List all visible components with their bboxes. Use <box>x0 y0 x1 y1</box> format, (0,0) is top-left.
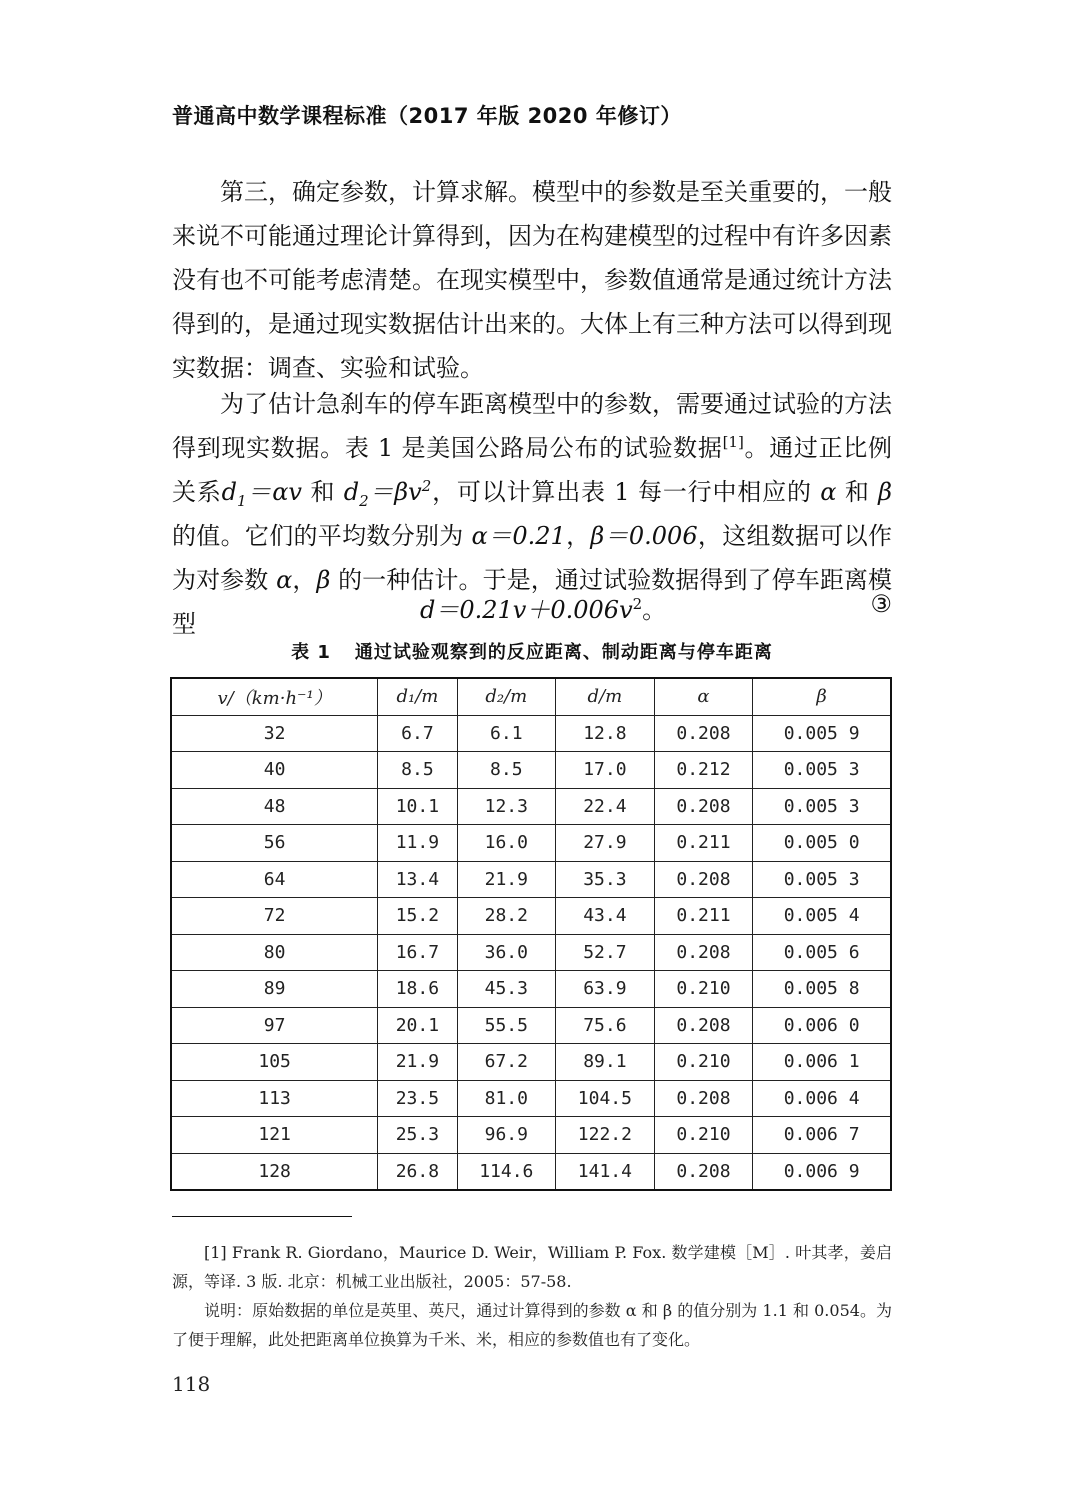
math-beta-2: β <box>316 566 331 594</box>
cell-alpha: 0.211 <box>654 898 753 935</box>
cell-beta: 0.005 3 <box>753 752 891 789</box>
table-row <box>171 752 891 789</box>
cell-speed: 105 <box>171 1044 378 1081</box>
cell-d2: 36.0 <box>457 934 556 971</box>
cell-d: 43.4 <box>556 898 655 935</box>
stopping-distance-formula <box>420 590 666 625</box>
cell-d2: 55.5 <box>457 1007 556 1044</box>
p2-sentence-6: 的一种估计。于是，通过试验数据得到了停车距离模型 <box>172 566 892 638</box>
math-d1-subscript: 1 <box>237 491 247 510</box>
table-row <box>171 861 891 898</box>
cell-alpha: 0.211 <box>654 825 753 862</box>
cell-speed: 113 <box>171 1080 378 1117</box>
table-row <box>171 715 891 752</box>
cell-alpha: 0.210 <box>654 1044 753 1081</box>
table-row <box>171 1153 891 1190</box>
formula-tail: 。 <box>642 596 667 624</box>
formula-text: d＝0.21v＋0.006v <box>420 596 633 624</box>
table-row <box>171 898 891 935</box>
cell-d2: 8.5 <box>457 752 556 789</box>
p2-sentence-5: ，这组数据可以作为对参数 <box>172 522 892 594</box>
cell-speed: 40 <box>171 752 378 789</box>
cell-d: 89.1 <box>556 1044 655 1081</box>
cell-alpha: 0.210 <box>654 1117 753 1154</box>
cell-d1: 10.1 <box>378 788 457 825</box>
cell-beta: 0.005 4 <box>753 898 891 935</box>
cell-d: 27.9 <box>556 825 655 862</box>
page-number: 118 <box>172 1372 211 1396</box>
p2-comma: ， <box>565 522 591 550</box>
cell-d: 122.2 <box>556 1117 655 1154</box>
cell-d: 22.4 <box>556 788 655 825</box>
footnote-divider <box>172 1216 352 1217</box>
math-d1 <box>221 478 302 510</box>
cell-d: 17.0 <box>556 752 655 789</box>
cell-alpha: 0.208 <box>654 715 753 752</box>
cell-speed: 48 <box>171 788 378 825</box>
cell-d1: 8.5 <box>378 752 457 789</box>
footnotes <box>172 1238 892 1354</box>
p2-and-1: 和 <box>302 478 344 506</box>
math-eq1: ＝αv <box>246 478 302 506</box>
cell-d1: 18.6 <box>378 971 457 1008</box>
table-row <box>171 971 891 1008</box>
table-row <box>171 1117 891 1154</box>
cell-d2: 96.9 <box>457 1117 556 1154</box>
cell-speed: 72 <box>171 898 378 935</box>
cell-d2: 114.6 <box>457 1153 556 1190</box>
cell-speed: 64 <box>171 861 378 898</box>
cell-alpha: 0.208 <box>654 1153 753 1190</box>
cell-beta: 0.005 6 <box>753 934 891 971</box>
cell-d1: 20.1 <box>378 1007 457 1044</box>
cell-beta: 0.005 0 <box>753 825 891 862</box>
cell-beta: 0.005 3 <box>753 788 891 825</box>
formula-superscript: 2 <box>632 595 643 613</box>
math-d1-symbol: d <box>221 478 238 506</box>
cell-d1: 11.9 <box>378 825 457 862</box>
cell-speed: 89 <box>171 971 378 1008</box>
cell-d1: 26.8 <box>378 1153 457 1190</box>
cell-speed: 32 <box>171 715 378 752</box>
cell-d1: 6.7 <box>378 715 457 752</box>
cell-d: 52.7 <box>556 934 655 971</box>
footnote-reference-1: [1] Frank R. Giordano，Maurice D. Weir，William P. Fox. 数学建模［M］. 叶其孝，姜启源，等译. 3 版. 北京：机械工业出版社，2005：57-58. <box>172 1243 892 1291</box>
math-beta: β <box>878 478 893 506</box>
cell-beta: 0.006 4 <box>753 1080 891 1117</box>
cell-beta: 0.005 9 <box>753 715 891 752</box>
table-row <box>171 934 891 971</box>
cell-beta: 0.005 8 <box>753 971 891 1008</box>
math-alpha-value: α＝0.21 <box>471 522 566 550</box>
cell-d: 35.3 <box>556 861 655 898</box>
math-alpha: α <box>820 478 837 506</box>
table-row <box>171 1044 891 1081</box>
cell-d1: 15.2 <box>378 898 457 935</box>
cell-d1: 13.4 <box>378 861 457 898</box>
table-row <box>171 788 891 825</box>
cell-alpha: 0.208 <box>654 861 753 898</box>
cell-d1: 21.9 <box>378 1044 457 1081</box>
cell-d2: 21.9 <box>457 861 556 898</box>
cell-alpha: 0.208 <box>654 788 753 825</box>
cell-speed: 121 <box>171 1117 378 1154</box>
paragraph-1-text: 第三，确定参数，计算求解。模型中的参数是至关重要的，一般来说不可能通过理论计算得到，因为在构建模型的过程中有许多因素没有也不可能考虑清楚。在现实模型中，参数值通常是通过统计方法得到的，是通过现实数据估计出来的。大体上有三种方法可以得到现实数据：调查、实验和试验。 <box>172 178 892 382</box>
formula-number: ③ <box>870 590 892 618</box>
formula-line <box>172 590 892 630</box>
cell-beta: 0.006 9 <box>753 1153 891 1190</box>
p2-sentence-2: 。通过正比例关系 <box>172 434 892 506</box>
header-beta: β <box>753 678 891 715</box>
cell-beta: 0.006 7 <box>753 1117 891 1154</box>
header-stopping-distance: d/m <box>556 678 655 715</box>
cell-alpha: 0.210 <box>654 971 753 1008</box>
cell-d2: 45.3 <box>457 971 556 1008</box>
p2-and-2: 和 <box>836 478 879 506</box>
cell-d1: 16.7 <box>378 934 457 971</box>
table-caption <box>172 638 892 664</box>
cell-alpha: 0.212 <box>654 752 753 789</box>
table-caption-text: 通过试验观察到的反应距离、制动距离与停车距离 <box>354 642 773 663</box>
table-row <box>171 825 891 862</box>
math-eq2-superscript: 2 <box>421 477 432 495</box>
header-braking-distance: d₂/m <box>457 678 556 715</box>
table-row <box>171 1007 891 1044</box>
cell-d: 63.9 <box>556 971 655 1008</box>
cell-speed: 80 <box>171 934 378 971</box>
math-d2-subscript: 2 <box>359 491 369 510</box>
cell-d: 104.5 <box>556 1080 655 1117</box>
page-header-title: 普通高中数学课程标准（2017 年版 2020 年修订） <box>172 104 682 128</box>
cell-alpha: 0.208 <box>654 1007 753 1044</box>
cell-d2: 12.3 <box>457 788 556 825</box>
cell-d2: 81.0 <box>457 1080 556 1117</box>
cell-alpha: 0.208 <box>654 934 753 971</box>
p2-sentence-3: ，可以计算出表 1 每一行中相应的 <box>431 478 821 506</box>
stopping-distance-table <box>170 677 892 1191</box>
cell-speed: 56 <box>171 825 378 862</box>
cell-d: 75.6 <box>556 1007 655 1044</box>
cell-d2: 16.0 <box>457 825 556 862</box>
cell-alpha: 0.208 <box>654 1080 753 1117</box>
math-d2 <box>343 477 432 510</box>
cell-d2: 6.1 <box>457 715 556 752</box>
cell-d1: 23.5 <box>378 1080 457 1117</box>
header-speed: v/（km·h⁻¹） <box>171 678 378 715</box>
table-header-row <box>171 678 891 715</box>
cell-d2: 67.2 <box>457 1044 556 1081</box>
cell-beta: 0.006 1 <box>753 1044 891 1081</box>
paragraph-parameters-intro <box>172 170 892 390</box>
footnote-note: 说明：原始数据的单位是英里、英尺，通过计算得到的参数 α 和 β 的值分别为 1.1 和 0.054。为了便于理解，此处把距离单位换算为千米、米，相应的参数值也有了变化。 <box>172 1301 892 1349</box>
cell-speed: 97 <box>171 1007 378 1044</box>
cell-d: 12.8 <box>556 715 655 752</box>
header-alpha: α <box>654 678 753 715</box>
header-reaction-distance: d₁/m <box>378 678 457 715</box>
citation-ref-1[interactable]: [1] <box>722 433 744 451</box>
cell-d1: 25.3 <box>378 1117 457 1154</box>
math-beta-value: β＝0.006 <box>590 522 698 550</box>
math-alpha-2: α <box>276 566 293 594</box>
cell-speed: 128 <box>171 1153 378 1190</box>
cell-d: 141.4 <box>556 1153 655 1190</box>
cell-beta: 0.005 3 <box>753 861 891 898</box>
cell-d2: 28.2 <box>457 898 556 935</box>
table-caption-label: 表 1 <box>291 642 331 663</box>
math-d2-symbol: d <box>343 478 360 506</box>
math-eq2: ＝βv <box>368 478 422 506</box>
cell-beta: 0.006 0 <box>753 1007 891 1044</box>
table-row <box>171 1080 891 1117</box>
p2-comma-2: ， <box>292 566 317 594</box>
p2-sentence-4: 的值。它们的平均数分别为 <box>172 522 472 550</box>
p2-sentence-1: 为了估计急刹车的停车距离模型中的参数，需要通过试验的方法得到现实数据。表 1 是美国公路局公布的试验数据 <box>172 390 892 462</box>
